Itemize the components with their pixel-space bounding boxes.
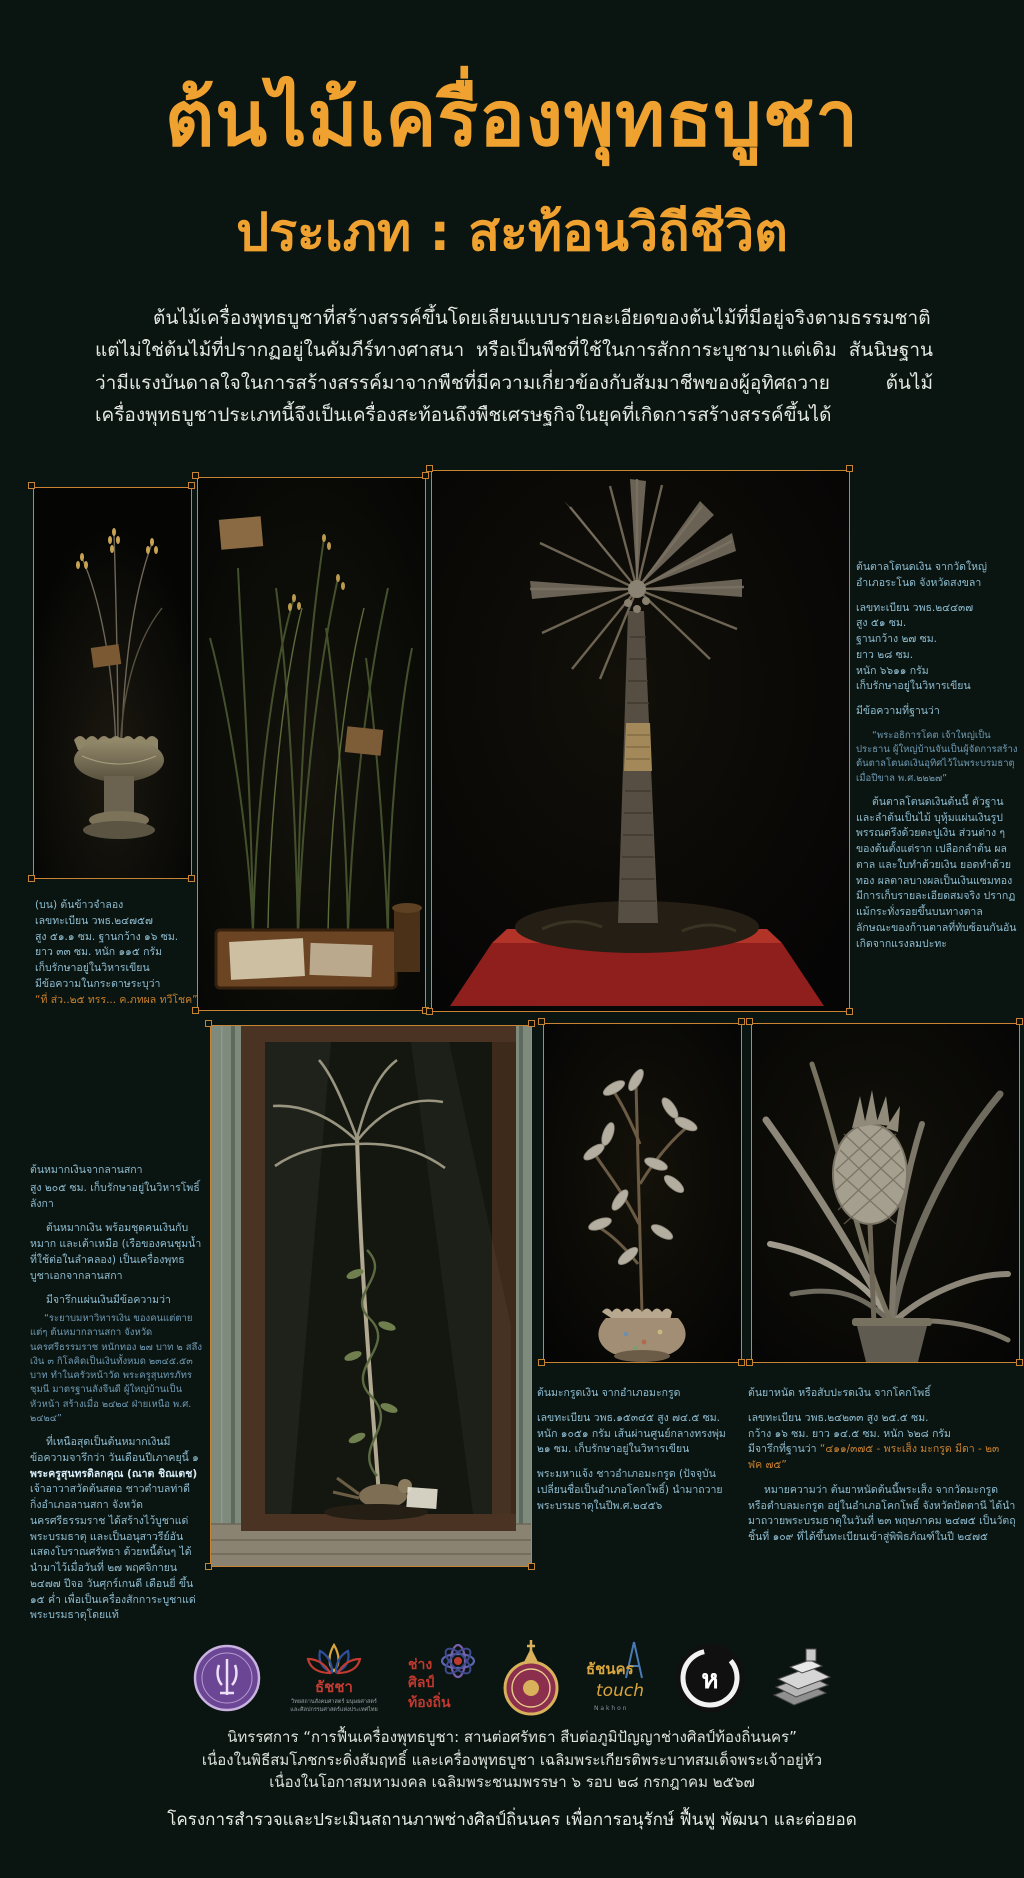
- frame-corner-ornament: [746, 1018, 755, 1027]
- wooden-case: [241, 1026, 516, 1531]
- areca-para2: ที่เหนือสุดเป็นต้นหมากเงินมีข้อความจารึกว่า วันเดือนปีเภาคยุนี้ ๑ พระครูสุนทรดิลกคุณ (ณาต ชิณเตช) เจ้าอาวาสวัดต้นสตอ ชาวตำบลท่าดี กิ่งอำเภอลานสกา จังหวัดนครศรีธรรมราช ได้สร้างไว้บูชาแด่พระบรมธาตุ และเป็นอนุสาวรีย์อันแสดงโบราณศรัทธา ด้วยหนี้ต้นๆ ได้นำมาไว้เมื่อวันที่ ๒๗ พฤศจิกายน ๒๔๗๗ ปีจอ วันศุกร์เกนดี เดือนยี่ ขึ้น ๑๕ ค่ำ เพื่อเป็นเครื่องสักการะบูชาแด่พระบรมธาตุโดยแท้: [30, 1436, 199, 1622]
- heritage-seal-logo: [192, 1643, 262, 1713]
- svg-text:N a k h o n: N a k h o n: [594, 1705, 627, 1712]
- svg-text:ศิลป์: ศิลป์: [408, 1675, 435, 1691]
- photo-silver-tree-pot: [543, 1023, 742, 1363]
- frame-corner-ornament: [28, 482, 37, 491]
- rice-plants-illustration: [198, 478, 425, 1010]
- frame-corner-ornament: [28, 875, 37, 884]
- rice-caption: (บน) ต้นข้าวจำลอง เลขทะเบียน วพธ.๒๔๗๕๗ สูง ๕๑.๑ ซม. ฐานกว้าง ๑๖ ซม. ยาว ๓๓ ซม. หนัก ๑๑๕ กรัม เก็บรักษาอยู่ในวิหารเขียน มีข้อความในกระดาษระบุว่า “ที่ ส่ว..๒๕ ทรร... ค.ภทผล ทวีโชค”: [35, 898, 203, 1008]
- areca-inscription-label: มีจารึกแผ่นเงินมีข้อความว่า: [46, 1294, 171, 1307]
- label-card: [406, 1487, 437, 1509]
- svg-text:ท้องถิ่น: ท้องถิ่น: [408, 1695, 451, 1711]
- frame-corner-ornament: [538, 1359, 547, 1368]
- frame-corner-ornament: [846, 465, 855, 474]
- frame-corner-ornament: [188, 875, 197, 884]
- frame-corner-ornament: [1016, 1359, 1024, 1368]
- frame-corner-ornament: [528, 1020, 537, 1029]
- monk-name: พระครูสุนทรดิลกคุณ (ณาต ชิณเตช): [30, 1467, 198, 1480]
- page-title: ต้นไม้เครื่องพุทธบูชา: [164, 74, 860, 163]
- frame-corner-ornament: [205, 1020, 214, 1029]
- rice-bowl-illustration: [34, 488, 191, 878]
- pineapple-para: หมายความว่า ต้นยาหนัดต้นนี้พระเส็ง จากวัดมะกรูด หรือตำบลมะกรูด อยู่ในอำเภอโคกโพธิ์ จังหวัดปัตตานี ได้นำมาถวายพระบรมธาตุในวันที่ ๒๓ พฤษภาคม ๒๔๗๕ เป็นวัตถุชิ้นที่ ๑๐๙ ที่ได้ขึ้นทะเบียนเข้าสู่พิพิธภัณฑ์ในปี ๒๔๗๕: [748, 1483, 1016, 1543]
- frame-corner-ornament: [192, 1007, 201, 1016]
- palm-registry: เลขทะเบียน วพธ.๒๔๔๓๗ สูง ๕๑ ซม. ฐานกว้าง ๒๗ ซม. ยาว ๒๘ ซม. หนัก ๖๖๑๑ กรัม เก็บรักษาอยู่ในวิหารเขียน: [856, 601, 974, 693]
- areca-para1: ต้นหมากเงิน พร้อมชุดคนเงินกับหมาก และเต้าเหมือ (เรือของคนชุมน้ำที่ใช้ต่อในลำคลอง) เป็นเครื่องพุทธบูชาเอกจากลานสกา: [30, 1222, 202, 1282]
- books-icon: [774, 1649, 830, 1705]
- frame-corner-ornament: [205, 1563, 214, 1572]
- pineapple-caption: [748, 1386, 1016, 1555]
- flower-icon: [442, 1645, 475, 1678]
- svg-text:ธัชชา: ธัชชา: [315, 1678, 353, 1696]
- svg-text:ธัชนคร: ธัชนคร: [586, 1660, 634, 1678]
- frame-corner-ornament: [528, 1563, 537, 1572]
- svg-text:ช่าง: ช่าง: [408, 1657, 433, 1673]
- paper-tag: [91, 644, 122, 668]
- university-seal-logo: [500, 1638, 562, 1718]
- photo-silver-palm: [431, 470, 850, 1012]
- photo-rice-in-bowl: [33, 487, 192, 879]
- areca-size: สูง ๒๐๕ ซม. เก็บรักษาอยู่ในวิหารโพธิ์ลังกา: [30, 1181, 200, 1210]
- intro-paragraph: ต้นไม้เครื่องพุทธบูชาที่สร้างสรรค์ขึ้นโดยเลียนแบบรายละเอียดของต้นไม้ที่มีอยู่จริงตามธรรมชาติ แต่ไม่ใช่ต้นไม้ที่ปรากฏอยู่ในคัมภีร์ทางศาสนา หรือเป็นพืชที่ใช้ในการสักการะบูชามาแต่เดิม สันนิษฐานว่ามีแรงบันดาลใจในการสร้างสรรค์มาจากพืชที่มีความเกี่ยวข้องกับสัมมาชีพของผู้อุทิศถวาย ต้นไม้เครื่องพุทธบูชาประเภทนี้จึงเป็นเครื่องสะท้อนถึงพืชเศรษฐกิจในยุคที่เกิดการสร้างสรรค์ขึ้นได้: [95, 307, 933, 426]
- svg-text:ห: ห: [701, 1665, 719, 1695]
- palm-text-column: [856, 560, 1018, 961]
- areca-title: ต้นหมากเงินจากลานสกา: [30, 1164, 143, 1176]
- makrut-caption: [537, 1386, 742, 1523]
- display-case-illustration: [211, 1026, 531, 1566]
- paper-tag: [219, 516, 263, 550]
- silver-palm-illustration: [432, 471, 849, 1011]
- rice-caption-quote: “ที่ ส่ว..๒๕ ทรร... ค.ภทผล ทวีโชค”: [35, 993, 198, 1006]
- svg-text:touch: touch: [596, 1681, 644, 1701]
- palm-base-quote: “พระอธิการโคต เจ้าใหญ่เป็นประธาน ผู้ใหญ่บ้านจันเป็นผู้จัดการสร้างต้นตาลโตนดเงินอุทิศไว้ในพระบรมธาตุเมื่อปีขาล พ.ศ.๒๒๒๗”: [856, 729, 1018, 784]
- tassha-logo: [282, 1639, 386, 1717]
- project-line: โครงการสำรวจและประเมินสถานภาพช่างศิลป์ถิ่นนคร เพื่อการอนุรักษ์ ฟื้นฟู พัฒนา และต่อยอด: [167, 1809, 857, 1830]
- frame-corner-ornament: [426, 1008, 435, 1017]
- rice-caption-title: (บน) ต้นข้าวจำลอง: [35, 899, 124, 911]
- wooden-tray: [216, 930, 396, 988]
- palm-base-label: มีข้อความที่ฐานว่า: [856, 705, 940, 717]
- frame-corner-ornament: [746, 1359, 755, 1368]
- exhibition-line: นิทรรศการ “การฟื้นเครื่องพุทธบูชา: สานต่อศรัทธา สืบต่อภูมิปัญญาช่างศิลป์ท้องถิ่นนคร”: [227, 1728, 797, 1746]
- frame-corner-ornament: [846, 1008, 855, 1017]
- svg-text:วิทยสถานสังคมศาสตร์ มนุษยศาสตร: วิทยสถานสังคมศาสตร์ มนุษยศาสตร์: [291, 1699, 377, 1705]
- partner-logos-row: [0, 1638, 1024, 1718]
- makrut-para: พระมหาแจ้ง ชาวอำเภอมะกรูด (ปัจจุบันเปลี่ยนชื่อเป็นอำเภอโคกโพธิ์) นำมาถวายพระบรมธาตุในปีพ.ศ.๒๔๕๖: [537, 1468, 723, 1512]
- paper-tag: [345, 726, 384, 756]
- frame-corner-ornament: [1016, 1018, 1024, 1027]
- occasion-line-2: เนื่องในโอกาสมหามงคล เฉลิมพระชนมพรรษา ๖ รอบ ๒๘ กรกฎาคม ๒๕๖๗: [269, 1773, 755, 1791]
- photo-silver-pineapple: [751, 1023, 1020, 1363]
- frame-corner-ornament: [192, 472, 201, 481]
- small-stand: [392, 903, 422, 972]
- brush-circle-logo: [674, 1642, 746, 1714]
- lotus-icon: [308, 1645, 360, 1673]
- pineapple-title: ต้นยาหนัด หรือสับปะรดเงิน จากโคกโพธิ์: [748, 1387, 931, 1399]
- occasion-line-1: เนื่องในพิธีสมโภชกระดิ่งสัมฤทธิ์ และเครื่องพุทธบูชา เฉลิมพระเกียรติพระบาทสมเด็จพระเจ้าอยู่หัว: [201, 1750, 823, 1769]
- palm-description: ต้นตาลโตนดเงินต้นนี้ ตัวฐาน และลำต้นเป็นไม้ บุหุ้มแผ่นเงินรูปพรรณตรึงด้วยตะปูเงิน ส่วนต่าง ๆ ของต้นตั้งแต่ราก เปลือกลำต้น ผลตาล และใบทำด้วยเงิน ยอดทำด้วยทอง ผลตาลบางผลเป็นเงินแซมทอง มีการเก็บรายละเอียดสมจริง ปรากฏแม้กระทั่งรอยขึ้นบนทางตาล ลักษณะของก้านตาลที่ทับซ้อนกันอันเกิดจากแรงลมปะทะ: [856, 795, 1017, 950]
- areca-inscription-quote: “ระยาบมหาวิหารเงิน ของคนแต่ตายแต่ๆ ต้นหมากลานสกา จังหวัดนครศรีธรรมราช หนักทอง ๒๗ บาท ๒ สลึง เงิน ๓ กิโลคิดเป็นเงินทั้งหมด ๒๓๔๕.๕๓ บาท ทำในครัวหน้าวัด พระครูสุนทรภัทรชุมนี มาตรฐานลังจีนดี ผู้ใหญ่บ้านเป็นหัวหน้า สร้างเมื่อ ๒๔๒๔ ฝ่ายเหนือ พ.ศ. ๒๔๒๔”: [30, 1313, 203, 1424]
- chang-silp-logo: [406, 1639, 480, 1717]
- photo-rice-plants: [197, 477, 426, 1011]
- frame-corner-ornament: [538, 1018, 547, 1027]
- silver-pineapple-illustration: [752, 1024, 1019, 1362]
- svg-text:และศิลปกรรมศาสตร์แห่งประเทศไทย: และศิลปกรรมศาสตร์แห่งประเทศไทย: [290, 1707, 378, 1713]
- touch-nakhon-logo: [582, 1638, 654, 1718]
- palm-title: ต้นตาลโตนดเงิน จากวัดใหญ่ อำเภอระโนด จังหวัดสงขลา: [856, 561, 987, 589]
- silver-tree-illustration: [544, 1024, 741, 1362]
- page-subtitle: ประเภท : สะท้อนวิถีชีวิต: [236, 203, 788, 263]
- areca-text-column: [30, 1163, 202, 1633]
- palm-crown-center: [628, 580, 646, 598]
- frame-corner-ornament: [188, 482, 197, 491]
- pineapple-inscription-quote: “๔๑๑/๓๗๕ - พระเส็ง มะกรูด มีดา - ๒๓ ฬค ๗๕”: [748, 1443, 1000, 1471]
- books-stack-logo: [766, 1643, 832, 1713]
- makrut-registry: เลขทะเบียน วพธ.๑๕๓๔๕ สูง ๗๔.๕ ซม. หนัก ๑๐๕๑ กรัม เส้นผ่านศูนย์กลางทรงพุ่ม ๒๑ ซม. เก็บรักษาอยู่ในวิหารเขียน: [537, 1411, 726, 1456]
- pineapple-registry: เลขทะเบียน วพธ.๒๔๒๓๓ สูง ๒๕.๕ ซม. กว้าง ๑๖ ซม. ยาว ๑๔.๕ ซม. หนัก ๖๒๘ กรัม มีจารึกที่ฐานว่า “๔๑๑/๓๗๕ - พระเส็ง มะกรูด มีดา - ๒๓ ฬค ๗๕”: [748, 1411, 1000, 1471]
- footer-credits: [0, 1726, 1024, 1833]
- photo-display-case: [210, 1025, 532, 1567]
- makrut-title: ต้นมะกรูดเงิน จากอำเภอมะกรูด: [537, 1387, 681, 1399]
- frame-corner-ornament: [426, 465, 435, 474]
